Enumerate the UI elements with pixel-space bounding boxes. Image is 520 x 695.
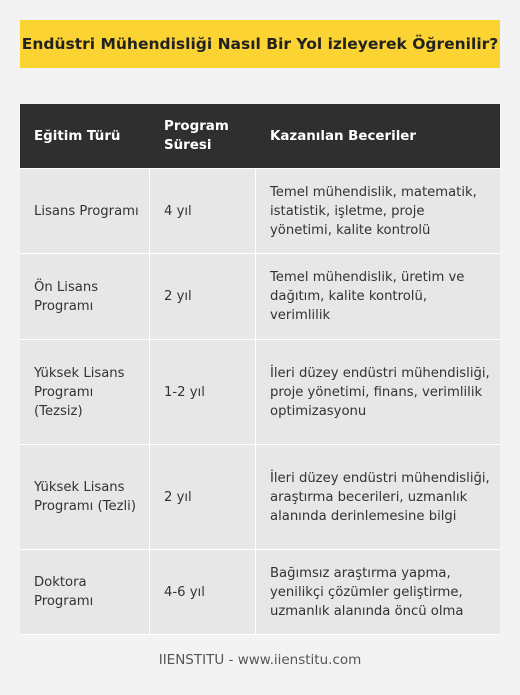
cell-duration: 4-6 yıl [150, 550, 256, 634]
footer-credit: IIENSTITU - www.iienstitu.com [158, 652, 362, 668]
column-header-program-duration: Program Süresi [164, 119, 229, 153]
page-title: Endüstri Mühendisliği Nasıl Bir Yol izleyerek Öğrenilir? [20, 20, 500, 68]
cell-skills: Temel mühendislik, üretim ve dağıtım, kalite kontrolü, verimlilik [270, 270, 465, 323]
cell-education-type: Doktora Programı [20, 550, 150, 634]
cell-duration: 1-2 yıl [150, 340, 256, 444]
column-header-education-type: Eğitim Türü [34, 128, 121, 144]
education-table [20, 104, 500, 635]
cell-education-type: Lisans Programı [20, 169, 150, 253]
cell-education-type: Yüksek Lisans Programı (Tezli) [20, 445, 150, 549]
cell-duration: 4 yıl [150, 169, 256, 253]
table-row [20, 340, 500, 445]
cell-duration: 2 yıl [150, 445, 256, 549]
cell-duration: 2 yıl [150, 254, 256, 339]
table-row [20, 445, 500, 550]
cell-education-type: Yüksek Lisans Programı (Tezsiz) [20, 340, 150, 444]
table-row [20, 254, 500, 340]
column-header-skills: Kazanılan Beceriler [270, 128, 416, 144]
table-row [20, 169, 500, 254]
table-row [20, 550, 500, 635]
cell-skills: İleri düzey endüstri mühendisliği, araştırma becerileri, uzmanlık alanında derinlemesine bilgi [270, 470, 490, 524]
cell-skills: Temel mühendislik, matematik, istatistik, işletme, proje yönetimi, kalite kontrolü [270, 184, 477, 238]
cell-skills: İleri düzey endüstri mühendisliği, proje yönetimi, finans, verimlilik optimizasyonu [270, 365, 490, 419]
table-header-row [20, 104, 500, 169]
cell-education-type: Ön Lisans Programı [20, 254, 150, 339]
cell-skills: Bağımsız araştırma yapma, yenilikçi çözümler geliştirme, uzmanlık alanında öncü olma [270, 565, 464, 619]
